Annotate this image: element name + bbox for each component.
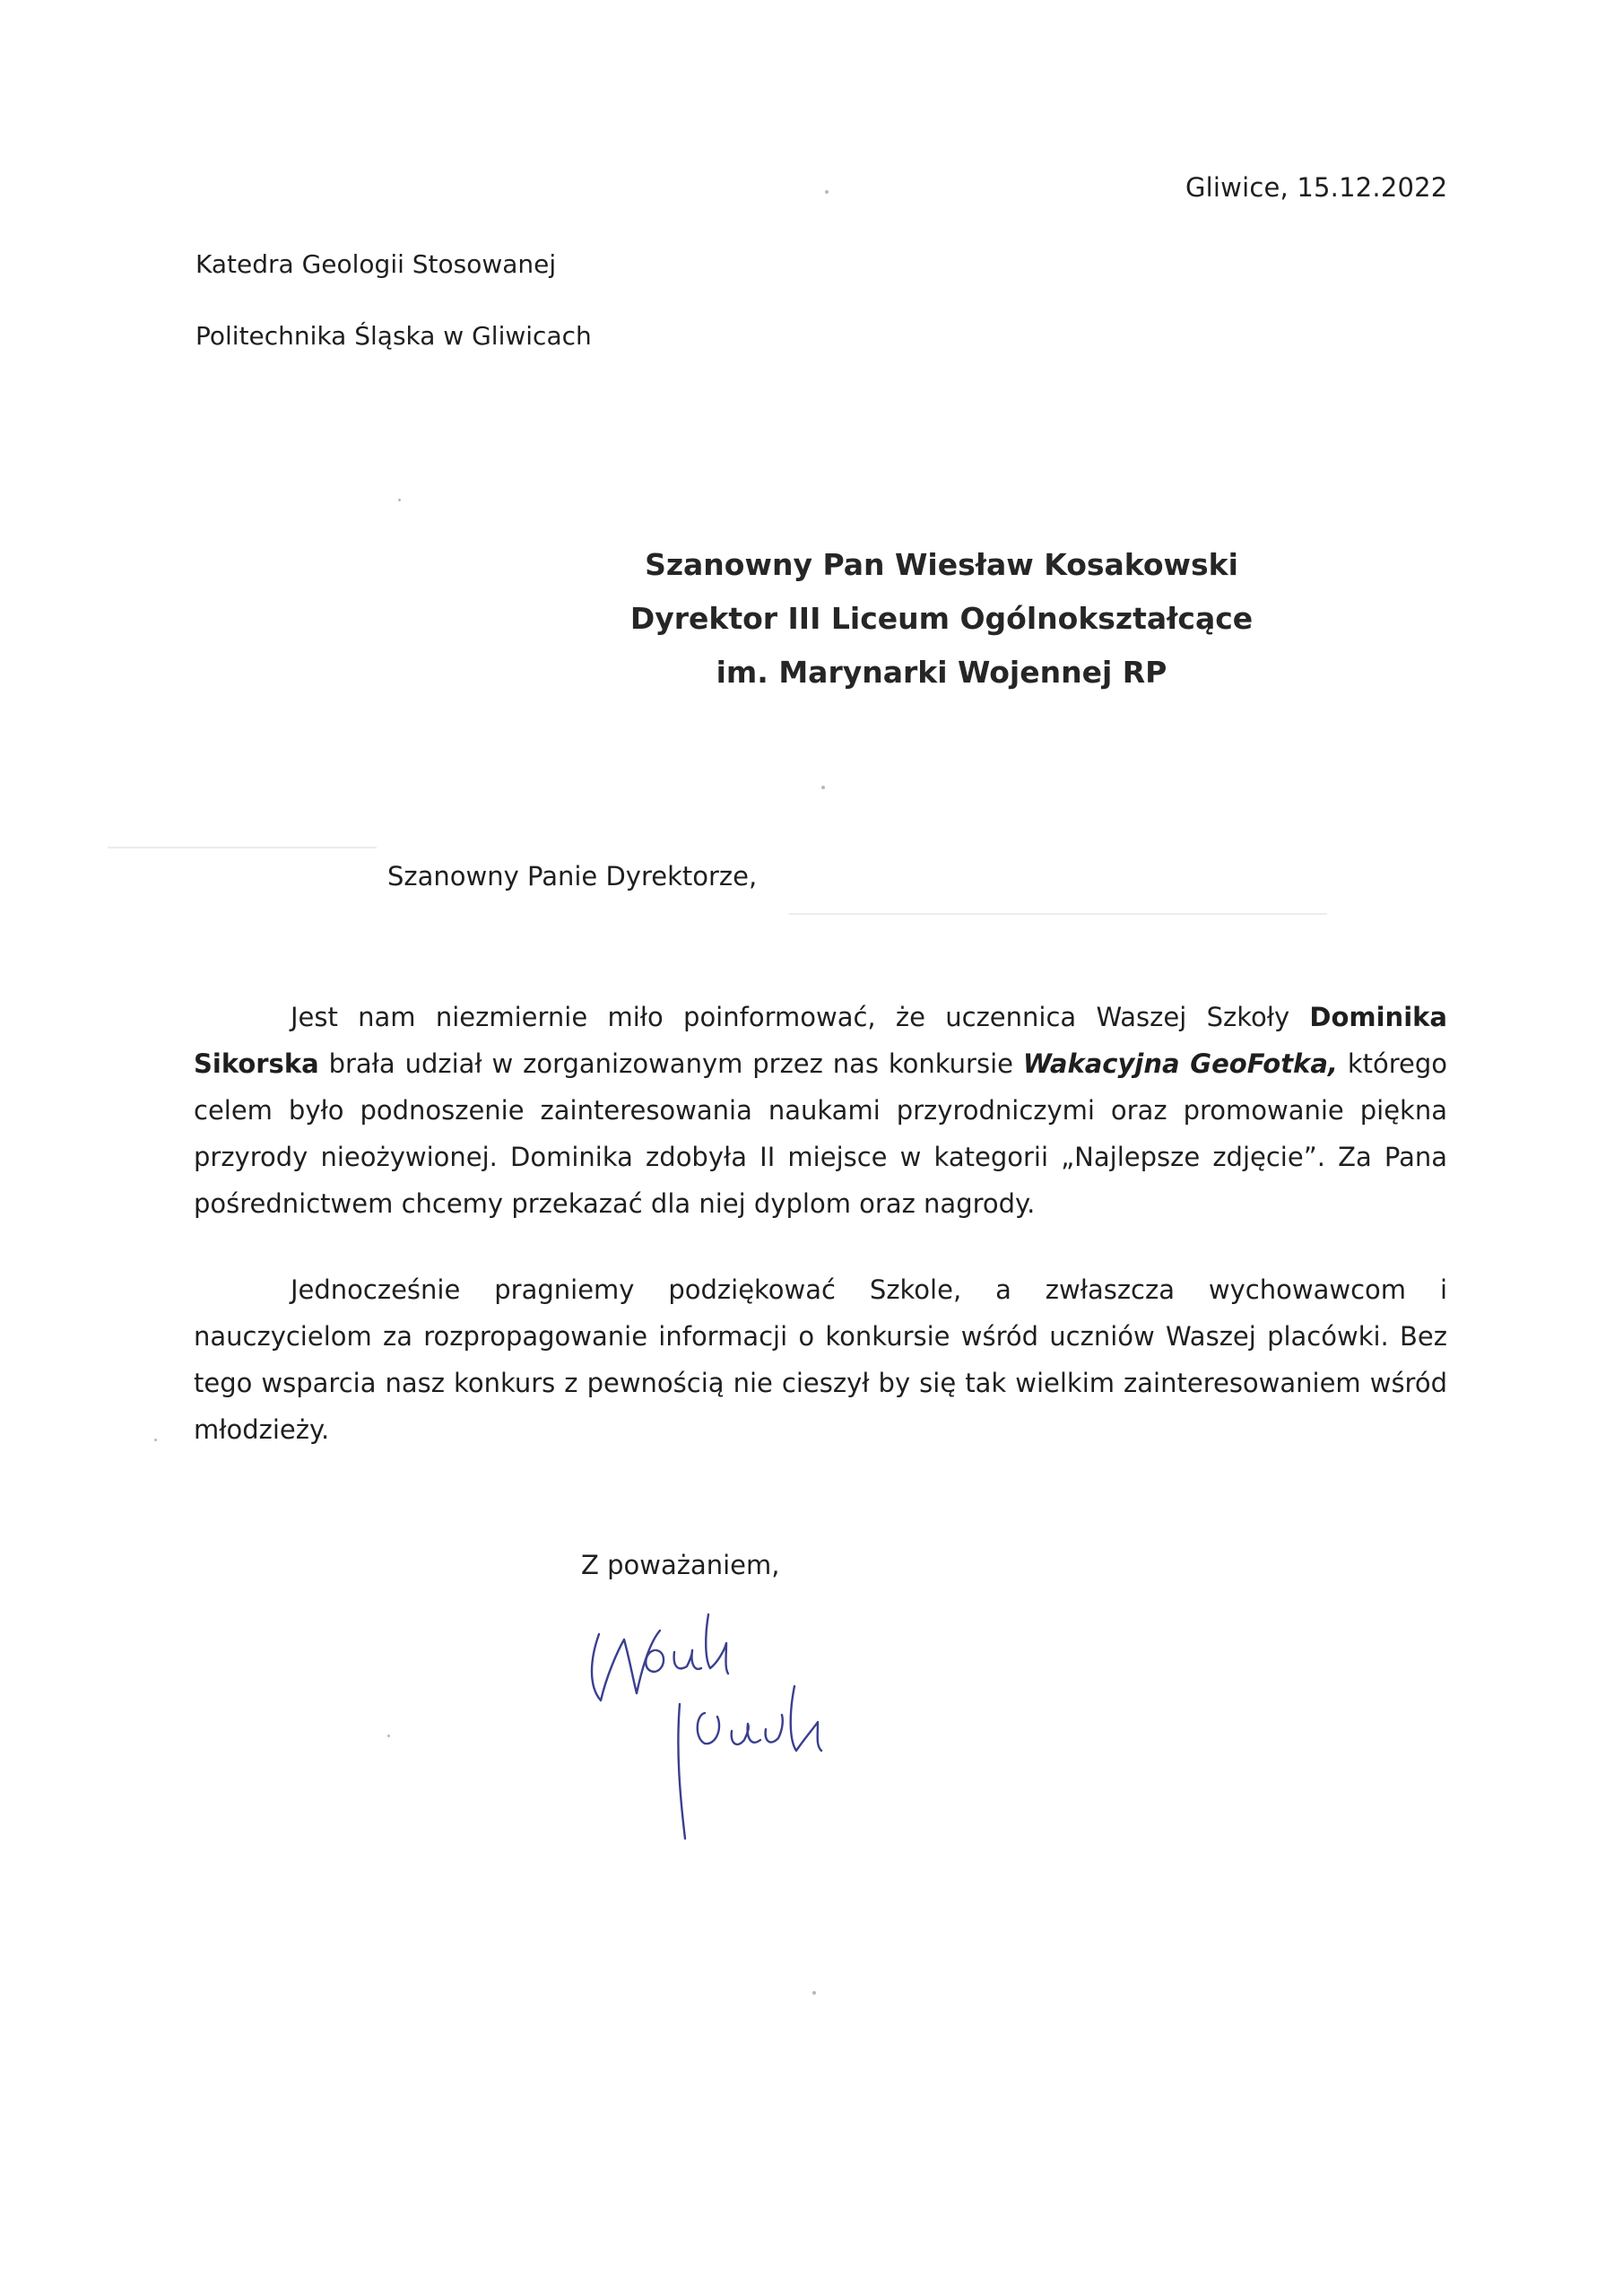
- scan-speck: [821, 786, 825, 789]
- scan-line: [789, 913, 1327, 915]
- paragraph-1-text-c: którego celem było podnoszenie zainteresowania naukami przyrodniczymi oraz promowanie piękna przyrody nieożywionej. Dominika zdobyła II miejsce w kategorii „Najlepsze zdjęcie”. Za Pana pośrednictwem chcemy przekazać dla niej dyplom oraz nagrody.: [194, 1048, 1448, 1219]
- recipient-block: [448, 538, 1435, 700]
- scan-speck: [398, 499, 401, 501]
- closing-phrase: Z poważaniem,: [581, 1550, 780, 1580]
- recipient-school: im. Marynarki Wojennej RP: [716, 655, 1167, 690]
- sender-department: Katedra Geologii Stosowanej: [195, 249, 557, 279]
- scan-line: [108, 847, 377, 848]
- recipient-title: Dyrektor III Liceum Ogólnokształcące: [629, 601, 1254, 636]
- scan-speck: [387, 1735, 390, 1737]
- recipient-name: Szanowny Pan Wiesław Kosakowski: [645, 547, 1238, 582]
- scan-speck: [825, 190, 829, 194]
- body-paragraph-1: [194, 994, 1447, 1227]
- contest-name: Wakacyjna GeoFotka,: [1022, 1048, 1338, 1079]
- scan-speck: [812, 1991, 816, 1995]
- salutation: Szanowny Panie Dyrektorze,: [387, 861, 758, 891]
- student-name: Dominika Sikorska: [194, 1002, 1447, 1079]
- sender-university: Politechnika Śląska w Gliwicach: [195, 321, 592, 351]
- handwritten-signature: [574, 1596, 897, 1866]
- body-paragraph-2: Jednocześnie pragniemy podziękować Szkole, a zwłaszcza wychowawcom i nauczycielom za rozpropagowanie informacji o konkursie wśród uczniów Waszej placówki. Bez tego wsparcia nasz konkurs z pewnością nie cieszył by się tak wielkim zainteresowaniem wśród młodzieży.: [194, 1274, 1447, 1445]
- letter-date: Gliwice, 15.12.2022: [1185, 172, 1448, 203]
- paragraph-1-text-b: brała udział w zorganizowanym przez nas konkursie: [318, 1048, 1023, 1079]
- paragraph-1-text-a: Jest nam niezmiernie miło poinformować, że uczennica Waszej Szkoły: [291, 1002, 1310, 1032]
- scan-speck: [154, 1439, 157, 1441]
